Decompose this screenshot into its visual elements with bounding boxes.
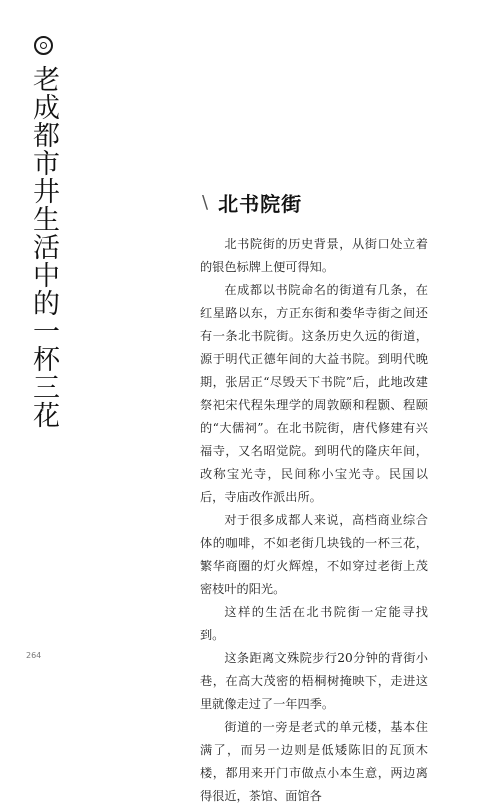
heading-slash-mark: \	[202, 192, 209, 213]
book-title: 老成都市井生活中的一杯三花	[28, 65, 59, 429]
paragraph: 街道的一旁是老式的单元楼，基本住满了，而另一边则是低矮陈旧的瓦顶木楼，都用来开门市做点小本生意，两边离得很近，茶馆、面馆各	[200, 720, 428, 803]
page-number: 264	[26, 651, 42, 660]
paragraph: 北书院街的历史背景，从街口处立着的银色标牌上便可得知。	[200, 237, 428, 274]
paragraph: 在成都以书院命名的街道有几条，在红星路以东，方正东街和娄华寺街之间还有一条北书院街。这条历史久远的街道，源于明代正德年间的大益书院。到明代晚期，张居正“尽毁天下书院”后，此地改建祭祀宋代程朱理学的周敦颐和程颢、程颐的“大儒祠”。在北书院街，唐代修建有兴福寺，又名昭觉院。到明代的隆庆年间，改称宝光寺，民间称小宝光寺。民国以后，寺庙改作派出所。	[200, 283, 428, 504]
double-circle-icon	[34, 36, 53, 55]
paragraph: 这条距离文殊院步行20分钟的背街小巷，在高大茂密的梧桐树掩映下，走进这里就像走过了一年四季。	[200, 651, 428, 711]
section-heading	[202, 188, 302, 217]
paragraph: 这样的生活在北书院街一定能寻找到。	[200, 605, 428, 642]
section-title: 北书院街	[218, 192, 303, 216]
paragraph: 对于很多成都人来说，高档商业综合体的咖啡，不如老街几块钱的一杯三花，繁华商圈的灯火辉煌，不如穿过老街上茂密枝叶的阳光。	[200, 513, 428, 596]
running-title	[28, 36, 58, 429]
body-text	[200, 233, 428, 808]
